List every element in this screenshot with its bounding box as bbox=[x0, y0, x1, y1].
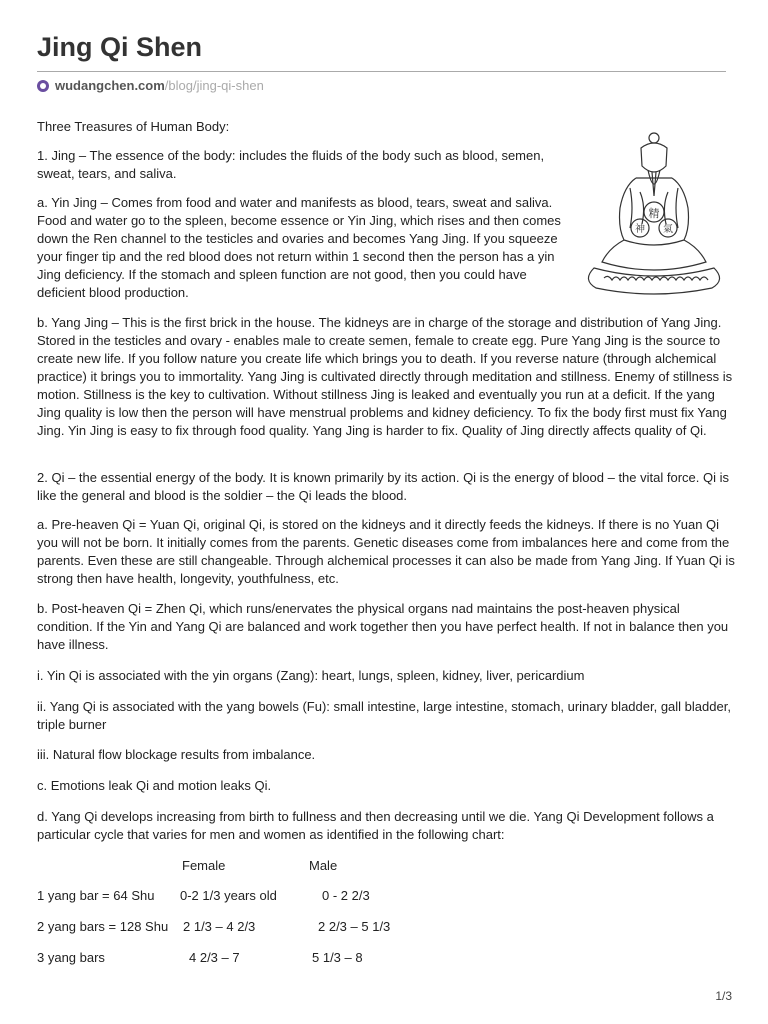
figure-glyph-shen: 神 bbox=[635, 224, 645, 235]
source-line bbox=[37, 78, 264, 93]
title-divider bbox=[37, 71, 726, 72]
page-number: 1/3 bbox=[715, 989, 732, 1003]
table-cell-male: 0 - 2 2/3 bbox=[322, 888, 370, 903]
paragraph-yin-jing: a. Yin Jing – Comes from food and water and manifests as blood, tears, sweat and saliva. Food and water go to the spleen, become essence or Yin Jing, which rises and then comes down the Ren channel to the testicles and ovaries and becomes Yang Jing. If you squeeze your finger tip and the red blood does not return within 1 second then the person has a yin Jing deficiency. If the stomach and spleen function are not good, then you could have deficient blood production. bbox=[37, 195, 561, 300]
paragraph-yang-qi: ii. Yang Qi is associated with the yang bowels (Fu): small intestine, large intestine, stomach, urinary bladder, gall bladder, triple burner bbox=[37, 699, 731, 732]
paragraph-post-heaven-qi: b. Post-heaven Qi = Zhen Qi, which runs/enervates the physical organs nad maintains the post-heaven physical condition. If the Yin and Yang Qi are balanced and work together then you have perfect health. If not in balance then you have illness. bbox=[37, 601, 729, 652]
paragraph-jing: 1. Jing – The essence of the body: includes the fluids of the body such as blood, semen, sweat, tears, and saliva. bbox=[37, 148, 545, 181]
paragraph-emotions: c. Emotions leak Qi and motion leaks Qi. bbox=[37, 778, 272, 793]
table-cell-female: 0-2 1/3 years old bbox=[180, 888, 277, 903]
paragraph-qi: 2. Qi – the essential energy of the body. It is known primarily by its action. Qi is the energy of blood – the vital force. Qi is like the general and blood is the soldier – the Qi leads the blood. bbox=[37, 470, 729, 503]
site-logo-icon bbox=[37, 80, 49, 92]
paragraph-yin-qi: i. Yin Qi is associated with the yin organs (Zang): heart, lungs, spleen, kidney, liver, pericardium bbox=[37, 668, 585, 683]
table-row-label: 1 yang bar = 64 Shu bbox=[37, 888, 155, 903]
meditating-figure-illustration bbox=[574, 128, 734, 296]
table-row-label: 3 yang bars bbox=[37, 950, 105, 965]
paragraph-blockage: iii. Natural flow blockage results from imbalance. bbox=[37, 747, 316, 762]
source-path[interactable]: /blog/jing-qi-shen bbox=[164, 78, 264, 93]
figure-glyph-jing: 精 bbox=[648, 208, 660, 220]
table-cell-male: 5 1/3 – 8 bbox=[312, 950, 363, 965]
intro-text: Three Treasures of Human Body: bbox=[37, 119, 230, 134]
paragraph-pre-heaven-qi: a. Pre-heaven Qi = Yuan Qi, original Qi, is stored on the kidneys and it directly feeds the kidneys. If there is no Yuan Qi you will not be born. It initially comes from the parents. Genetic diseases come from imbalances here and come from the parents. Even these are still changeable. Through alchemical processes it can also be made from Yang Jing. If Yuan Qi is strong then have health, longevity, youthfulness, etc. bbox=[37, 517, 735, 586]
page-title: Jing Qi Shen bbox=[37, 32, 203, 62]
table-cell-female: 2 1/3 – 4 2/3 bbox=[183, 919, 256, 934]
table-header-female: Female bbox=[182, 858, 226, 873]
figure-glyph-qi: 氣 bbox=[663, 224, 673, 235]
paragraph-development: d. Yang Qi develops increasing from birth to fullness and then decreasing until we die. Yang Qi Development follows a particular cycle that varies for men and women as identified in the following chart: bbox=[37, 809, 714, 842]
table-row-label: 2 yang bars = 128 Shu bbox=[37, 919, 169, 934]
table-cell-female: 4 2/3 – 7 bbox=[189, 950, 240, 965]
source-domain[interactable]: wudangchen.com bbox=[55, 78, 165, 93]
paragraph-yang-jing: b. Yang Jing – This is the first brick in the house. The kidneys are in charge of the storage and distribution of Yang Jing. Stored in the testicles and ovary - enables male to create semen, female to create egg. Pure Yang Jing is the source to create new life. If you follow nature you create life which brings you to death. If you reverse nature (through alchemical practice) it brings you to immortality. Yang Jing is cultivated directly through meditation and stillness. Enemy of stillness is motion. Stillness is the key to cultivation. Without stillness Jing is leaked and eventually you run at a deficit. If the yang Jing quality is low then the person will have menstrual problems and kidney deficiency. To fix the body first must fix Yang Jing. Yin Jing is easy to fix through food quality. Yang Jing is harder to fix. Quality of Jing directly affects quality of Qi. bbox=[37, 315, 733, 438]
table-header-male: Male bbox=[309, 858, 338, 873]
table-cell-male: 2 2/3 – 5 1/3 bbox=[318, 919, 391, 934]
